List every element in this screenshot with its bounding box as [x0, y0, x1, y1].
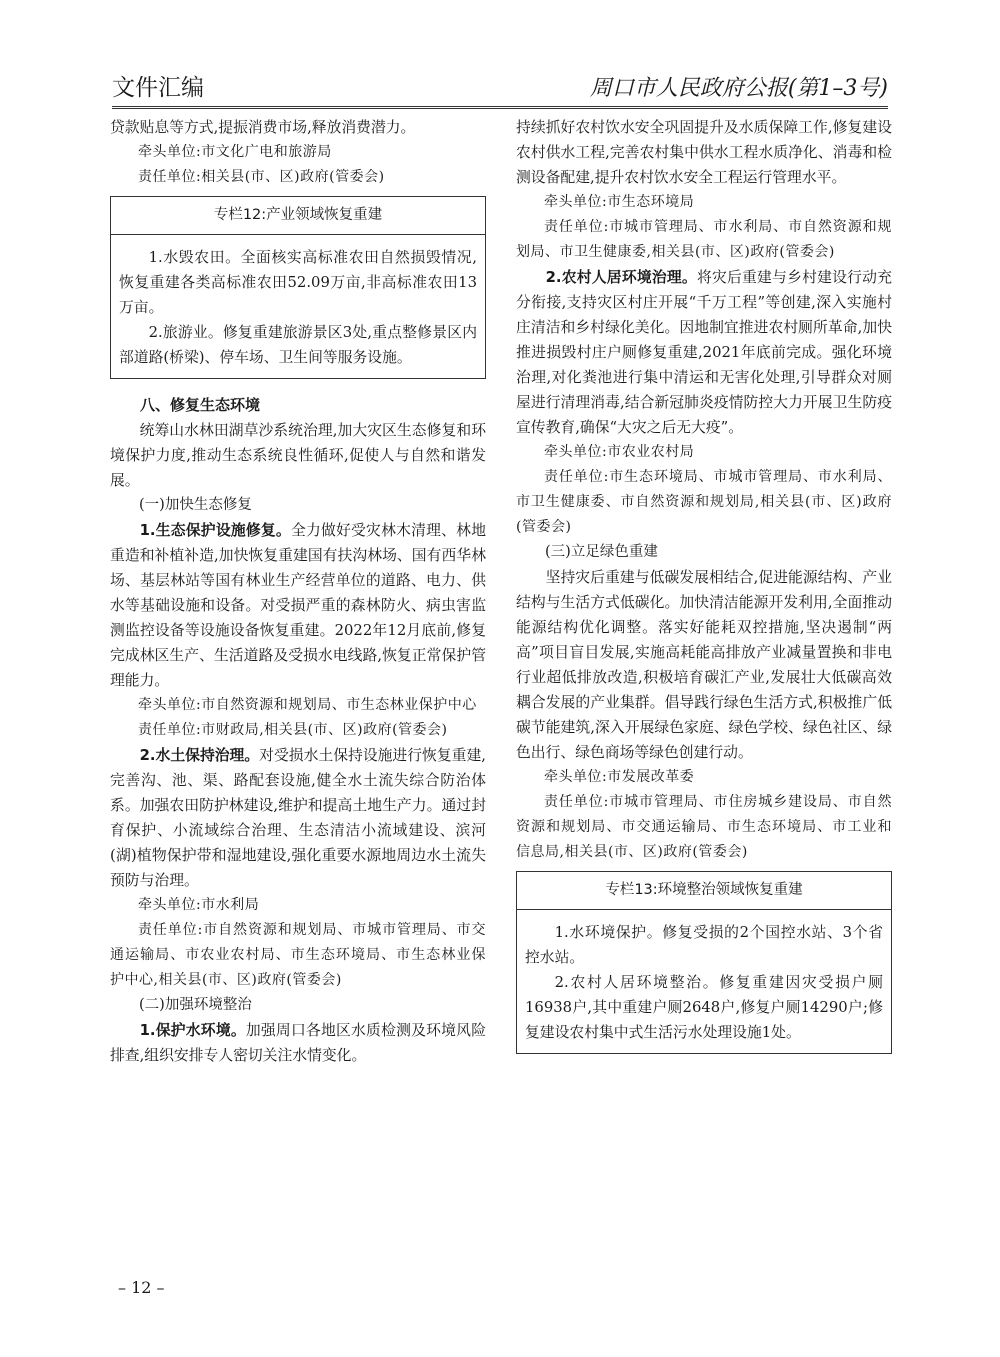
paragraph: 统筹山水林田湖草沙系统治理,加大灾区生态修复和环境保护力度,推动生态系统良性循环,促使人与自然和谐发展。: [110, 422, 486, 489]
paragraph: 持续抓好农村饮水安全巩固提升及水质保障工作,修复建设农村供水工程,完善农村集中供水工程水质净化、消毒和检测设备配建,提升农村饮水安全工程运行管理水平。: [516, 119, 892, 186]
paragraph: 贷款贴息等方式,提振消费市场,释放消费潜力。: [110, 119, 416, 136]
paragraph: [110, 743, 486, 893]
column-box-12: [110, 196, 486, 379]
item-text: 对受损水土保持设施进行恢复重建,完善沟、池、渠、路配套设施,健全水土流失综合防治体系。加强农田防护林建设,维护和提高土地生产力。通过封育保护、小流域综合治理、生态清洁小流域建设、滨河(湖)植物保护带和湿地建设,强化重要水源地周边水土流失预防与治理。: [110, 747, 486, 889]
item-text: 将灾后重建与乡村建设行动充分衔接,支持灾区村庄开展“千万工程”等创建,深入实施村庄清洁和乡村绿化美化。因地制宜推进农村厕所革命,加快推进损毁村庄户厕修复重建,2021年底前完成。强化环境治理,对化粪池进行集中清运和无害化处理,引导群众对厕屋进行清理消毒,结合新冠肺炎疫情防控大力开展卫生防疫宣传教育,确保“大灾之后无大疫”。: [516, 269, 892, 436]
item-lead: 1.保护水环境。: [139, 1022, 246, 1039]
responsible-unit: 责任单位:市财政局,相关县(市、区)政府(管委会): [138, 722, 448, 738]
subsection-heading: (一)加快生态修复: [139, 497, 252, 513]
subsection-heading: (二)加强环境整治: [139, 997, 252, 1013]
box-title: 专栏13:环境整治领域恢复重建: [517, 872, 891, 910]
right-column: [516, 115, 892, 1068]
item-lead: 2.水土保持治理。: [139, 747, 260, 764]
paragraph: [110, 518, 486, 693]
box-item: 2.旅游业。修复重建旅游景区3处,重点整修景区内部道路(桥梁)、停车场、卫生间等服务设施。: [119, 324, 477, 366]
responsible-unit: 责任单位:市自然资源和规划局、市城市管理局、市交通运输局、市农业农村局、市生态环境局、市生态林业保护中心,相关县(市、区)政府(管委会): [110, 922, 486, 988]
paragraph: 坚持灾后重建与低碳发展相结合,促进能源结构、产业结构与生活方式低碳化。加快清洁能源开发利用,全面推动能源结构优化调整。落实好能耗双控措施,坚决遏制“两高”项目盲目发展,实施高耗能高排放产业减量置换和非电行业超低排放改造,积极培育碳汇产业,发展壮大低碳高效耦合发展的产业集群。倡导践行绿色生活方式,积极推广低碳节能建筑,深入开展绿色家庭、绿色学校、绿色社区、绿色出行、绿色商场等绿色创建行动。: [516, 569, 892, 761]
box-item: 1.水环境保护。修复受损的2个国控水站、3个省控水站。: [525, 924, 883, 966]
lead-unit: 牵头单位:市水利局: [138, 897, 260, 913]
responsible-unit: 责任单位:市生态环境局、市城市管理局、市水利局、市卫生健康委、市自然资源和规划局,相关县(市、区)政府(管委会): [516, 469, 892, 535]
responsible-unit: 责任单位:相关县(市、区)政府(管委会): [138, 169, 385, 185]
item-lead: 2.农村人居环境治理。: [545, 269, 697, 286]
item-lead: 1.生态保护设施修复。: [139, 522, 291, 539]
lead-unit: 牵头单位:市农业农村局: [544, 444, 695, 460]
subsection-heading: (三)立足绿色重建: [545, 544, 658, 560]
lead-unit: 牵头单位:市发展改革委: [544, 769, 695, 785]
lead-unit: 牵头单位:市文化广电和旅游局: [138, 144, 332, 160]
journal-title: 周口市人民政府公报(第1–3号): [589, 76, 888, 101]
page-header: [112, 70, 888, 109]
lead-unit: 牵头单位:市自然资源和规划局、市生态林业保护中心: [138, 697, 477, 713]
box-item: 2.农村人居环境整治。修复重建因灾受损户厕16938户,其中重建户厕2648户,修复户厕14290户;修复建设农村集中式生活污水处理设施1处。: [525, 974, 883, 1041]
section-label: 文件汇编: [112, 75, 204, 101]
box-body: [517, 910, 891, 1053]
responsible-unit: 责任单位:市城市管理局、市住房城乡建设局、市自然资源和规划局、市交通运输局、市生态环境局、市工业和信息局,相关县(市、区)政府(管委会): [516, 794, 892, 860]
box-title: 专栏12:产业领域恢复重建: [111, 197, 485, 235]
item-text: 全力做好受灾林木清理、林地重造和补植补造,加快恢复重建国有扶沟林场、国有西华林场、基层林站等国有林业生产经营单位的道路、电力、供水等基础设施和设备。对受损严重的森林防火、病虫害监测监控设备等设施设备恢复重建。2022年12月底前,修复完成林区生产、生活道路及受损水电线路,恢复正常保护管理能力。: [110, 522, 486, 689]
page-number: – 12 –: [118, 1278, 165, 1297]
item-text: 加强周口各地区水质检测及环境风险排查,组织安排专人密切关注水情变化。: [110, 1022, 486, 1064]
left-column: [110, 115, 486, 1068]
column-box-13: [516, 871, 892, 1054]
responsible-unit: 责任单位:市城市管理局、市水利局、市自然资源和规划局、市卫生健康委,相关县(市、区)政府(管委会): [516, 219, 892, 260]
section-heading: 八、修复生态环境: [140, 396, 261, 414]
lead-unit: 牵头单位:市生态环境局: [544, 194, 695, 210]
box-body: [111, 235, 485, 378]
paragraph: [110, 1018, 486, 1068]
box-item: 1.水毁农田。全面核实高标准农田自然损毁情况,恢复重建各类高标准农田52.09万亩,非高标准农田13万亩。: [119, 249, 477, 316]
paragraph: [516, 265, 892, 440]
